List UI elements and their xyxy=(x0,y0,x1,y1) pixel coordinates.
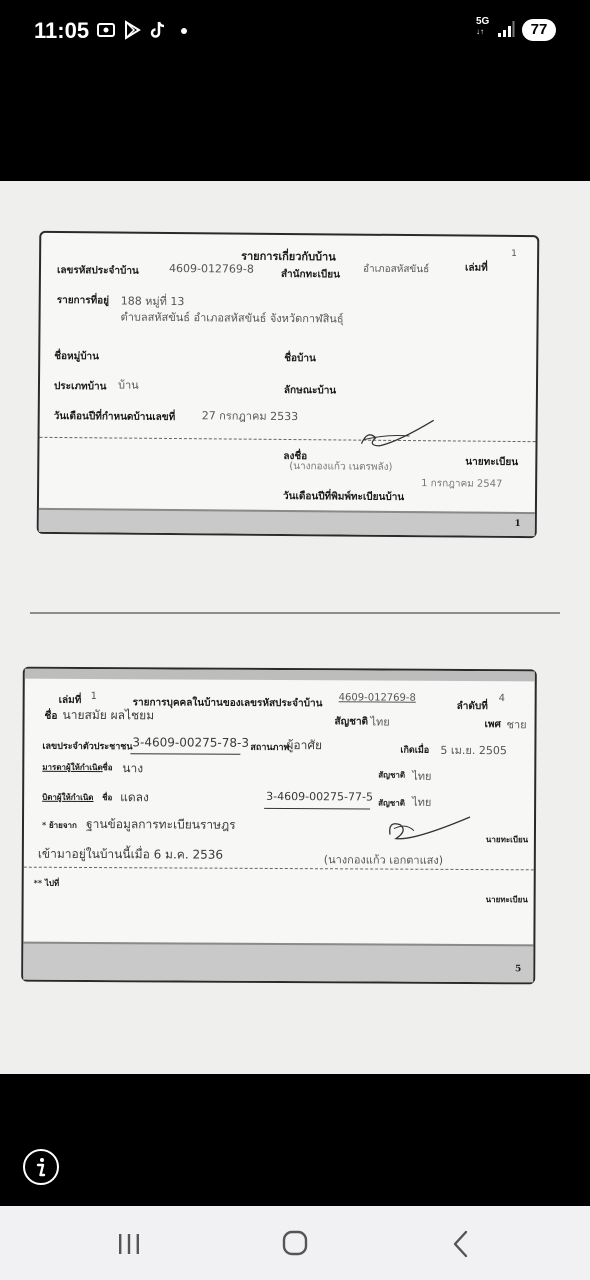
id-label: เลขประจำตัวประชาชน xyxy=(42,741,133,753)
mother-nationality: ไทย xyxy=(412,769,432,783)
born-value: 5 เม.ย. 2505 xyxy=(440,743,507,758)
recent-apps-icon xyxy=(109,1228,149,1260)
tiktok-icon xyxy=(148,20,168,40)
move-from-label: * ย้ายจาก xyxy=(41,819,77,830)
status-value: ผู้อาศัย xyxy=(286,738,323,753)
signature-1 xyxy=(357,416,437,453)
status-time: 11:05 xyxy=(34,18,90,43)
house-id-label: เลขรหัสประจำบ้าน xyxy=(56,264,139,277)
father-nationality-label: สัญชาติ xyxy=(378,797,405,808)
father-nationality: ไทย xyxy=(412,795,432,809)
father-label: บิดาผู้ให้กำเนิด xyxy=(42,791,94,803)
address-label: รายการที่อยู่ xyxy=(56,294,110,307)
house-type-label: ประเภทบ้าน xyxy=(53,380,107,393)
card2-book-label: เล่มที่ xyxy=(58,694,82,706)
card2-registrar-label2: นายทะเบียน xyxy=(485,894,528,905)
nationality-value: ไทย xyxy=(370,715,390,729)
order-value: 4 xyxy=(498,693,506,705)
card1-page-number: 1 xyxy=(514,518,521,530)
signed-label: ลงชื่อ xyxy=(283,450,308,463)
mother-name: นาง xyxy=(122,761,144,776)
move-from-value: ฐานข้อมูลการทะเบียนราษฎร xyxy=(85,816,236,832)
date-assigned-label: วันเดือนปีที่กำหนดบ้านเลขที่ xyxy=(53,410,176,424)
info-button[interactable] xyxy=(23,1149,59,1185)
mother-name-label: ชื่อ xyxy=(102,762,113,773)
house-feature-label: ลักษณะบ้าน xyxy=(283,384,337,397)
father-id: 3-4609-00275-77-5 xyxy=(266,789,374,804)
registry-office-label: สำนักทะเบียน xyxy=(280,268,341,281)
info-icon xyxy=(25,1151,57,1183)
card2-dashed-line xyxy=(24,867,534,871)
print-date-value: 1 กรกฎาคม 2547 xyxy=(421,478,503,490)
print-date-label: วันเดือนปีที่พิมพ์ทะเบียนบ้าน xyxy=(282,490,405,504)
order-label: ลำดับที่ xyxy=(456,700,488,713)
status-label: สถานภาพ xyxy=(250,742,290,754)
registry-office-value: อำเภอสหัสขันธ์ xyxy=(362,263,430,276)
card2-book-value: 1 xyxy=(90,691,98,703)
card2-signer-name: (นางกองแก้ว เอกตาแสง) xyxy=(323,853,444,867)
data-arrows-icon: ↓↑ xyxy=(476,27,484,36)
battery-indicator: 77 xyxy=(522,19,556,41)
name-value: นายสมัย ผลไชยม xyxy=(62,707,155,723)
house-id-value: 4609-012769-8 xyxy=(168,261,254,276)
home-icon xyxy=(275,1228,315,1260)
nationality-label: สัญชาติ xyxy=(334,716,369,728)
back-icon xyxy=(441,1228,481,1260)
house-name-label: ชื่อบ้าน xyxy=(284,352,316,365)
card2-title: รายการบุคคลในบ้านของเลขรหัสประจำบ้าน xyxy=(132,697,323,710)
recent-apps-button[interactable] xyxy=(109,1228,149,1260)
signer-name: (นางกองแก้ว เนตรพลัง) xyxy=(289,461,393,473)
father-name: แดลง xyxy=(120,790,149,805)
card2-bottom-bar xyxy=(23,942,533,983)
father-name-label: ชื่อ xyxy=(102,792,113,803)
registrar-label: นายทะเบียน xyxy=(465,456,519,469)
moved-in-text: เข้ามาอยู่ในบ้านนี้เมื่อ 6 ม.ค. 2536 xyxy=(37,846,224,862)
date-assigned-value: 27 กรกฎาคม 2533 xyxy=(201,409,299,424)
name-label: ชื่อ xyxy=(44,710,58,722)
village-name-label: ชื่อหมู่บ้าน xyxy=(54,350,100,363)
address-line2: ตำบลสหัสขันธ์ อำเภอสหัสขันธ์ จังหวัดกาฬสินธุ์ xyxy=(120,310,344,326)
page-divider xyxy=(30,612,560,614)
house-type-value: บ้าน xyxy=(117,378,139,392)
dot-icon xyxy=(178,20,190,40)
father-id-underline xyxy=(264,808,370,810)
person-info-card xyxy=(21,667,537,985)
book-label: เล่มที่ xyxy=(464,262,488,274)
address-line1: 188 หมู่ที่ 13 xyxy=(120,294,185,309)
signal-icon xyxy=(497,20,515,38)
card2-registrar-label: นายทะเบียน xyxy=(485,834,529,845)
sex-value: ชาย xyxy=(506,718,527,732)
play-store-icon xyxy=(122,20,142,40)
card2-page-number: 5 xyxy=(514,964,522,975)
sex-label: เพศ xyxy=(484,719,501,731)
card2-house-id: 4609-012769-8 xyxy=(338,692,416,704)
house-info-card xyxy=(37,231,540,538)
status-bar xyxy=(0,0,590,62)
navigation-bar xyxy=(0,1206,590,1280)
home-button[interactable] xyxy=(275,1228,315,1260)
id-underline xyxy=(130,753,240,755)
move-to-label: ** ไปที่ xyxy=(33,877,60,888)
mother-label: มารดาผู้ให้กำเนิด xyxy=(42,761,103,773)
back-button[interactable] xyxy=(441,1228,481,1260)
mother-nationality-label: สัญชาติ xyxy=(378,769,406,780)
card1-title: รายการเกี่ยวกับบ้าน xyxy=(241,249,336,264)
card1-dashed-line xyxy=(40,437,536,442)
network-label: 5G xyxy=(476,16,490,27)
network-type xyxy=(476,17,489,37)
id-value: 3-4609-00275-78-3 xyxy=(132,735,250,750)
card1-bottom-bar xyxy=(39,508,535,536)
screenshot-icon xyxy=(96,20,116,40)
book-value: 1 xyxy=(511,248,517,259)
document-photo xyxy=(0,181,590,1074)
signature-2 xyxy=(384,811,474,849)
born-label: เกิดเมื่อ xyxy=(400,745,430,756)
card2-top-bar xyxy=(25,669,535,682)
